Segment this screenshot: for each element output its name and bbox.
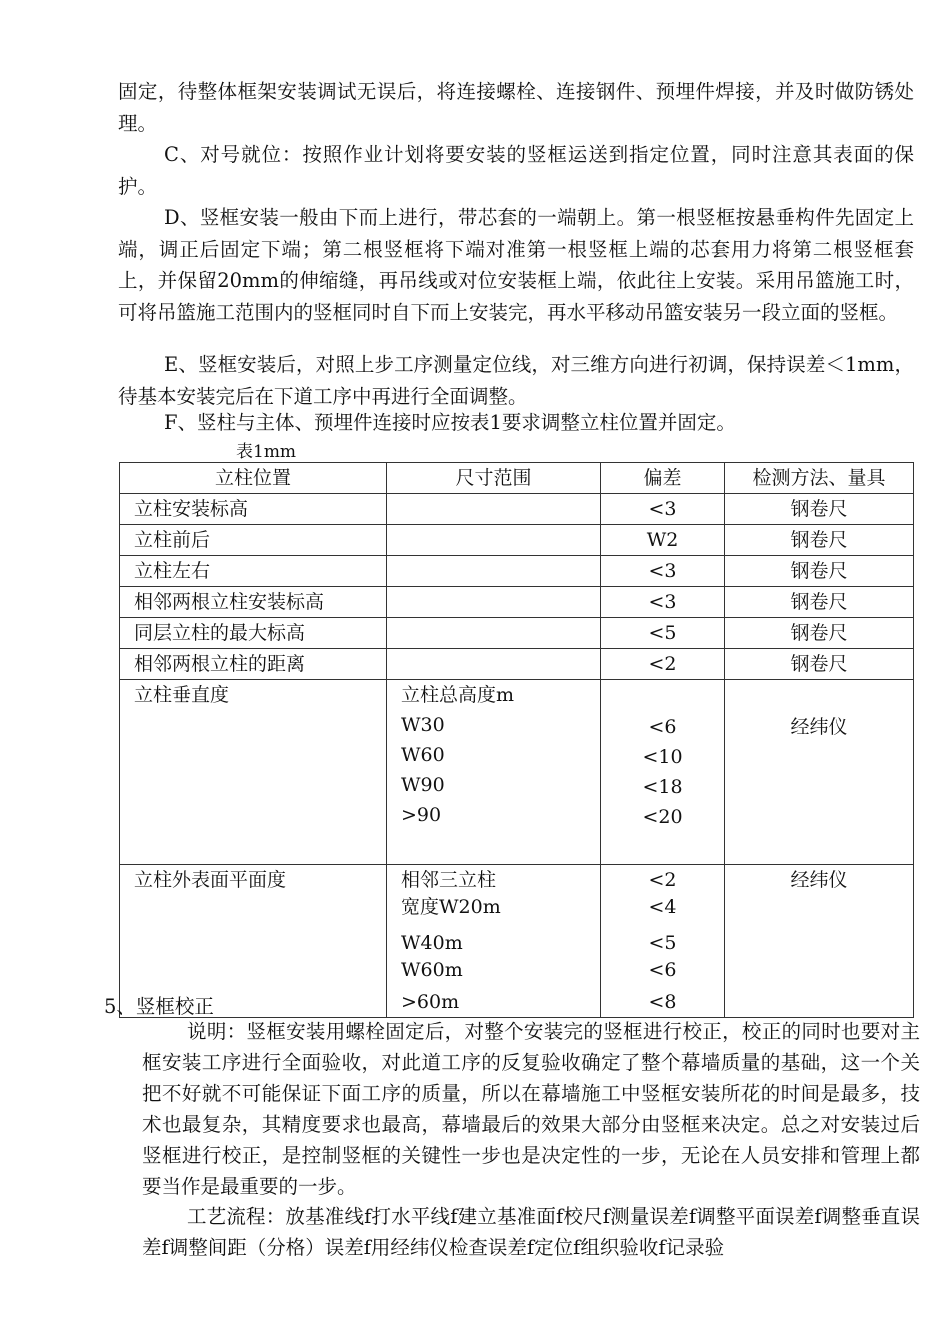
cell-deviation: <3 — [601, 556, 725, 587]
cell-method: 钢卷尺 — [725, 556, 914, 587]
paragraph-continuation: 固定，待整体框架安装调试无误后，将连接螺栓、连接钢件、预埋件焊接，并及时做防锈处理。 — [118, 80, 914, 135]
flatness-position-label: 立柱外表面平面度 — [134, 869, 287, 891]
cell-deviation-stack — [601, 680, 725, 865]
header-deviation: 偏差 — [601, 463, 725, 494]
cell-range — [387, 494, 601, 525]
flatness-method: 经纬仪 — [790, 869, 848, 891]
cell-range — [387, 618, 601, 649]
cell-method: 钢卷尺 — [725, 649, 914, 680]
deviation-item: <2 — [648, 869, 677, 891]
deviation-item: <6 — [648, 959, 677, 981]
range-item: W90 — [401, 774, 445, 796]
range-item: W30 — [401, 714, 445, 736]
table-caption: 表1mm — [236, 442, 297, 462]
table-row — [120, 649, 914, 680]
cell-range-stack — [387, 680, 601, 865]
cell-position: 立柱左右 — [120, 556, 387, 587]
cell-range — [387, 556, 601, 587]
table-row-vertical — [120, 680, 914, 865]
range-item: W60 — [401, 744, 445, 766]
cell-deviation: <3 — [601, 587, 725, 618]
header-range: 尺寸范围 — [387, 463, 601, 494]
paragraph-d: D、竖框安装一般由下而上进行，带芯套的一端朝上。第一根竖框按悬垂构件先固定上端，调正后固定下端；第二根竖框将下端对准第一根竖框上端的芯套用力将第二根竖框套上，并保留20mm的伸缩缝，再吊线或对位安装框上端，依此往上安装。采用吊篮施工时，可将吊篮施工范围内的竖框同时自下而上安装完，再水平移动吊篮安装另一段立面的竖框。 — [118, 206, 914, 324]
deviation-item: <20 — [642, 806, 683, 828]
cell-position: 相邻两根立柱的距离 — [120, 649, 387, 680]
cell-position: 立柱前后 — [120, 525, 387, 556]
cell-method: 钢卷尺 — [725, 494, 914, 525]
range-title: 立柱总高度m — [401, 684, 515, 706]
table-header-row — [120, 463, 914, 494]
cell-position: 立柱安装标高 — [120, 494, 387, 525]
paragraph-c: C、对号就位：按照作业计划将要安装的竖框运送到指定位置，同时注意其表面的保护。 — [118, 143, 914, 198]
deviation-item: <6 — [648, 716, 677, 738]
cell-range — [387, 587, 601, 618]
cell-position: 同层立柱的最大标高 — [120, 618, 387, 649]
deviation-item: <18 — [642, 776, 683, 798]
cell-position — [120, 680, 387, 865]
table-row — [120, 525, 914, 556]
cell-deviation: W2 — [601, 525, 725, 556]
range-item: >90 — [401, 804, 442, 826]
cell-method — [725, 865, 914, 1018]
vertical-method: 经纬仪 — [790, 716, 848, 738]
range-item: >60m — [401, 991, 460, 1013]
section-heading: 5、竖框校正 — [104, 995, 214, 1018]
paragraph-f: F、竖柱与主体、预埋件连接时应按表1要求调整立柱位置并固定。 — [164, 411, 736, 434]
tolerance-table — [119, 462, 914, 1018]
cell-method: 钢卷尺 — [725, 618, 914, 649]
paragraph-e: E、竖框安装后，对照上步工序测量定位线，对三维方向进行初调，保持误差＜1mm，待基本安装完后在下道工序中再进行全面调整。 — [118, 353, 914, 408]
range-item: 相邻三立柱 — [401, 869, 497, 891]
section-description: 说明：竖框安装用螺栓固定后，对整个安装完的竖框进行校正，校正的同时也要对主框安装工序进行全面验收，对此道工序的反复验收确定了整个幕墙质量的基础，这一个关把不好就不可能保证下面工序的质量，所以在幕墙施工中竖框安装所花的时间是最多，技术也最复杂，其精度要求也最高，幕墙最后的效果大部分由竖框来决定。总之对安装过后竖框进行校正，是控制竖框的关键性一步也是决定性的一步，无论在人员安排和管理上都要当作是最重要的一步。 — [142, 1020, 920, 1198]
cell-deviation-stack — [601, 865, 725, 1018]
table-row — [120, 556, 914, 587]
cell-deviation: <2 — [601, 649, 725, 680]
range-item: 宽度W20m — [401, 896, 501, 918]
deviation-item: <5 — [648, 932, 677, 954]
cell-range-stack — [387, 865, 601, 1018]
cell-deviation: <5 — [601, 618, 725, 649]
table-row — [120, 494, 914, 525]
range-item: W60m — [401, 959, 463, 981]
process-flow: 工艺流程：放基准线f打水平线f建立基准面f校尺f测量误差f调整平面误差f调整垂直误差f调整间距（分格）误差f用经纬仪检查误差f定位f组织验收f记录验 — [142, 1205, 920, 1259]
cell-range — [387, 649, 601, 680]
deviation-item: <10 — [642, 746, 683, 768]
cell-method: 钢卷尺 — [725, 587, 914, 618]
cell-range — [387, 525, 601, 556]
deviation-item: <8 — [648, 991, 677, 1013]
header-method: 检测方法、量具 — [725, 463, 914, 494]
cell-method — [725, 680, 914, 865]
cell-position: 相邻两根立柱安装标高 — [120, 587, 387, 618]
vertical-position-label: 立柱垂直度 — [134, 684, 230, 706]
table-row — [120, 618, 914, 649]
deviation-item: <4 — [648, 896, 677, 918]
header-position: 立柱位置 — [120, 463, 387, 494]
cell-method: 钢卷尺 — [725, 525, 914, 556]
table-row — [120, 587, 914, 618]
table-row-flatness — [120, 865, 914, 1018]
range-item: W40m — [401, 932, 463, 954]
cell-deviation: <3 — [601, 494, 725, 525]
